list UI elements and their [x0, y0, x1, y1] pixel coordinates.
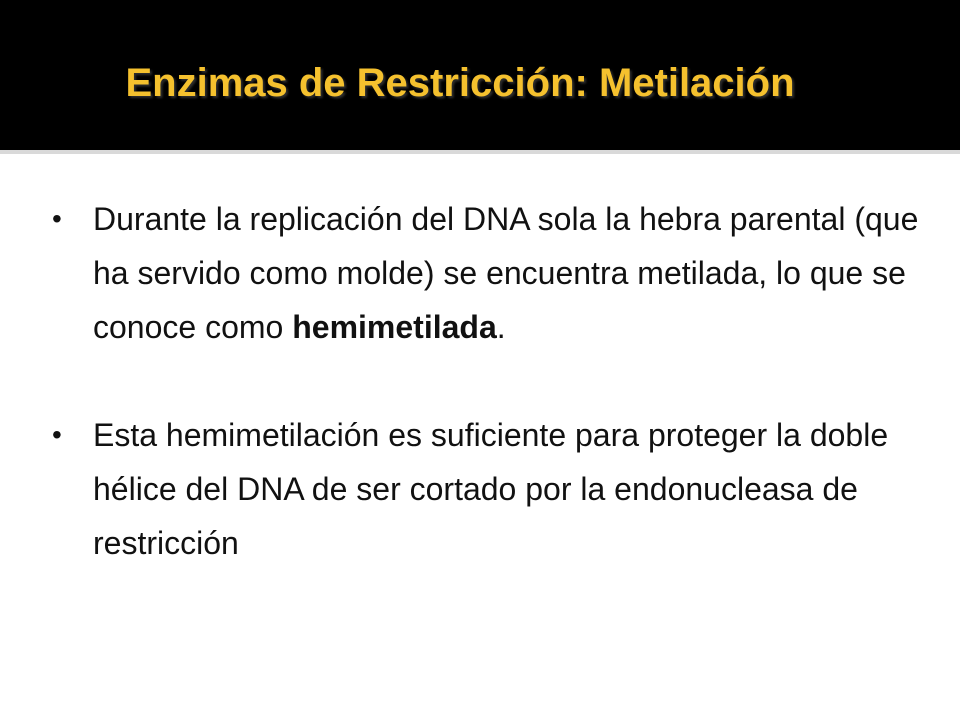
bullet-text-before: Durante la replicación del DNA sola la hebra parental (que ha servido como molde) se encuentra metilada, lo que se conoce como [93, 201, 919, 345]
bullet-icon: • [52, 203, 62, 234]
bullet-text-after: . [496, 309, 506, 345]
bullet-list [0, 192, 960, 570]
bullet-text: Esta hemimetilación es suficiente para proteger la doble hélice del DNA de ser cortado por la endonucleasa de restricción [93, 417, 889, 561]
bullet-bold-term: hemimetilada [292, 309, 497, 345]
bullet-item-hemimethylation [0, 408, 960, 570]
bullet-item-replication [0, 192, 960, 354]
slide-title: Enzimas de Restricción: Metilación [125, 61, 795, 105]
header-divider [0, 150, 960, 154]
bullet-icon: • [52, 419, 62, 450]
